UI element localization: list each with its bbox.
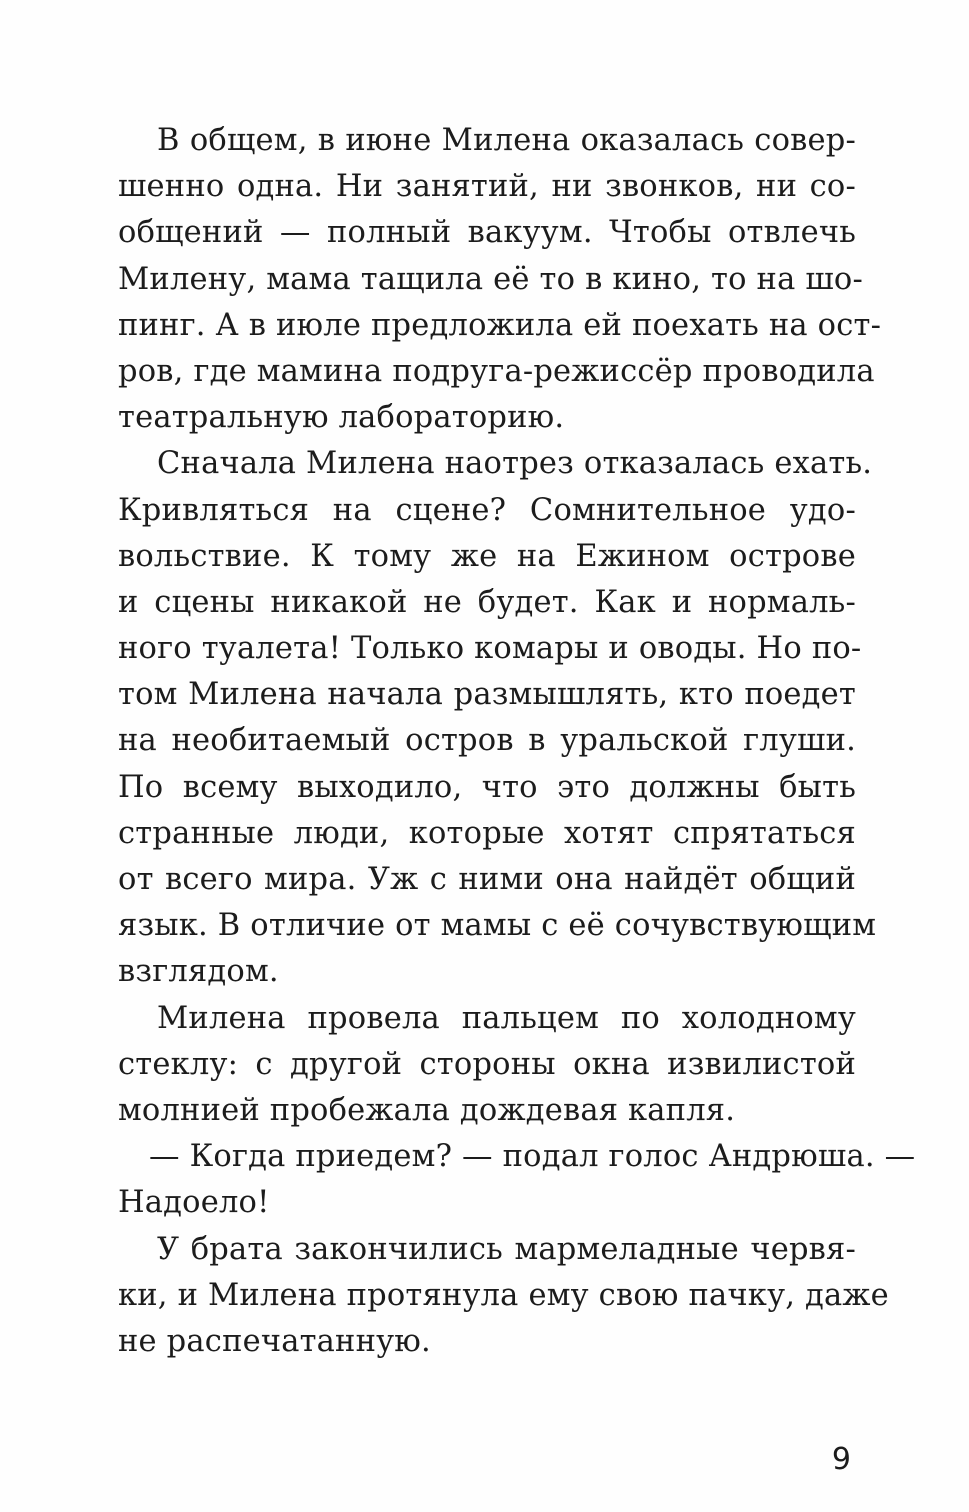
text-line: том Милена начала размышлять, кто поедет bbox=[118, 677, 856, 713]
text-line: общений — полный вакуум. Чтобы отвлечь bbox=[118, 215, 856, 251]
text-line: ного туалета! Только комары и оводы. Но по- bbox=[118, 631, 862, 667]
text-line: стеклу: с другой стороны окна извилистой bbox=[118, 1046, 856, 1082]
text-line: Кривляться на сцене? Сомнительное удо- bbox=[118, 492, 856, 528]
text-line: ки, и Милена протянула ему свою пачку, даже bbox=[118, 1277, 889, 1313]
text-line: пинг. А в июле предложила ей поехать на ост- bbox=[118, 307, 882, 343]
page-number: 9 bbox=[831, 1442, 851, 1477]
text-line: взглядом. bbox=[118, 954, 279, 990]
text-line: на необитаемый остров в уральской глуши. bbox=[118, 723, 856, 759]
body-text bbox=[118, 118, 916, 1365]
text-line: У брата закончились мармеладные червя- bbox=[157, 1231, 856, 1267]
text-line: и сцены никакой не будет. Как и нормаль- bbox=[118, 584, 856, 620]
text-line: Милена провела пальцем по холодному bbox=[157, 1000, 856, 1036]
text-line: язык. В отличие от мамы с её сочувствующим bbox=[118, 908, 877, 944]
text-line: В общем, в июне Милена оказалась совер- bbox=[157, 123, 856, 158]
text-line: По всему выходило, что это должны быть bbox=[118, 769, 856, 805]
text-line: ров, где мамина подруга-режиссёр проводила bbox=[118, 353, 875, 389]
text-line: Милену, мама тащила её то в кино, то на шо- bbox=[118, 261, 863, 297]
text-line: вольствие. К тому же на Ежином острове bbox=[118, 538, 856, 574]
text-line: Сначала Милена наотрез отказалась ехать. bbox=[157, 446, 873, 482]
text-line: — Когда приедем? — подал голос Андрюша. — bbox=[149, 1139, 916, 1175]
text-line: театральную лабораторию. bbox=[118, 400, 565, 436]
text-line: молнией пробежала дождевая капля. bbox=[118, 1092, 736, 1128]
text-line: не распечатанную. bbox=[118, 1323, 431, 1359]
text-line: от всего мира. Уж с ними она найдёт общий bbox=[118, 862, 856, 897]
text-line: странные люди, которые хотят спрятаться bbox=[118, 815, 856, 851]
text-line: Надоело! bbox=[118, 1185, 270, 1221]
text-line: шенно одна. Ни занятий, ни звонков, ни со- bbox=[118, 169, 856, 205]
